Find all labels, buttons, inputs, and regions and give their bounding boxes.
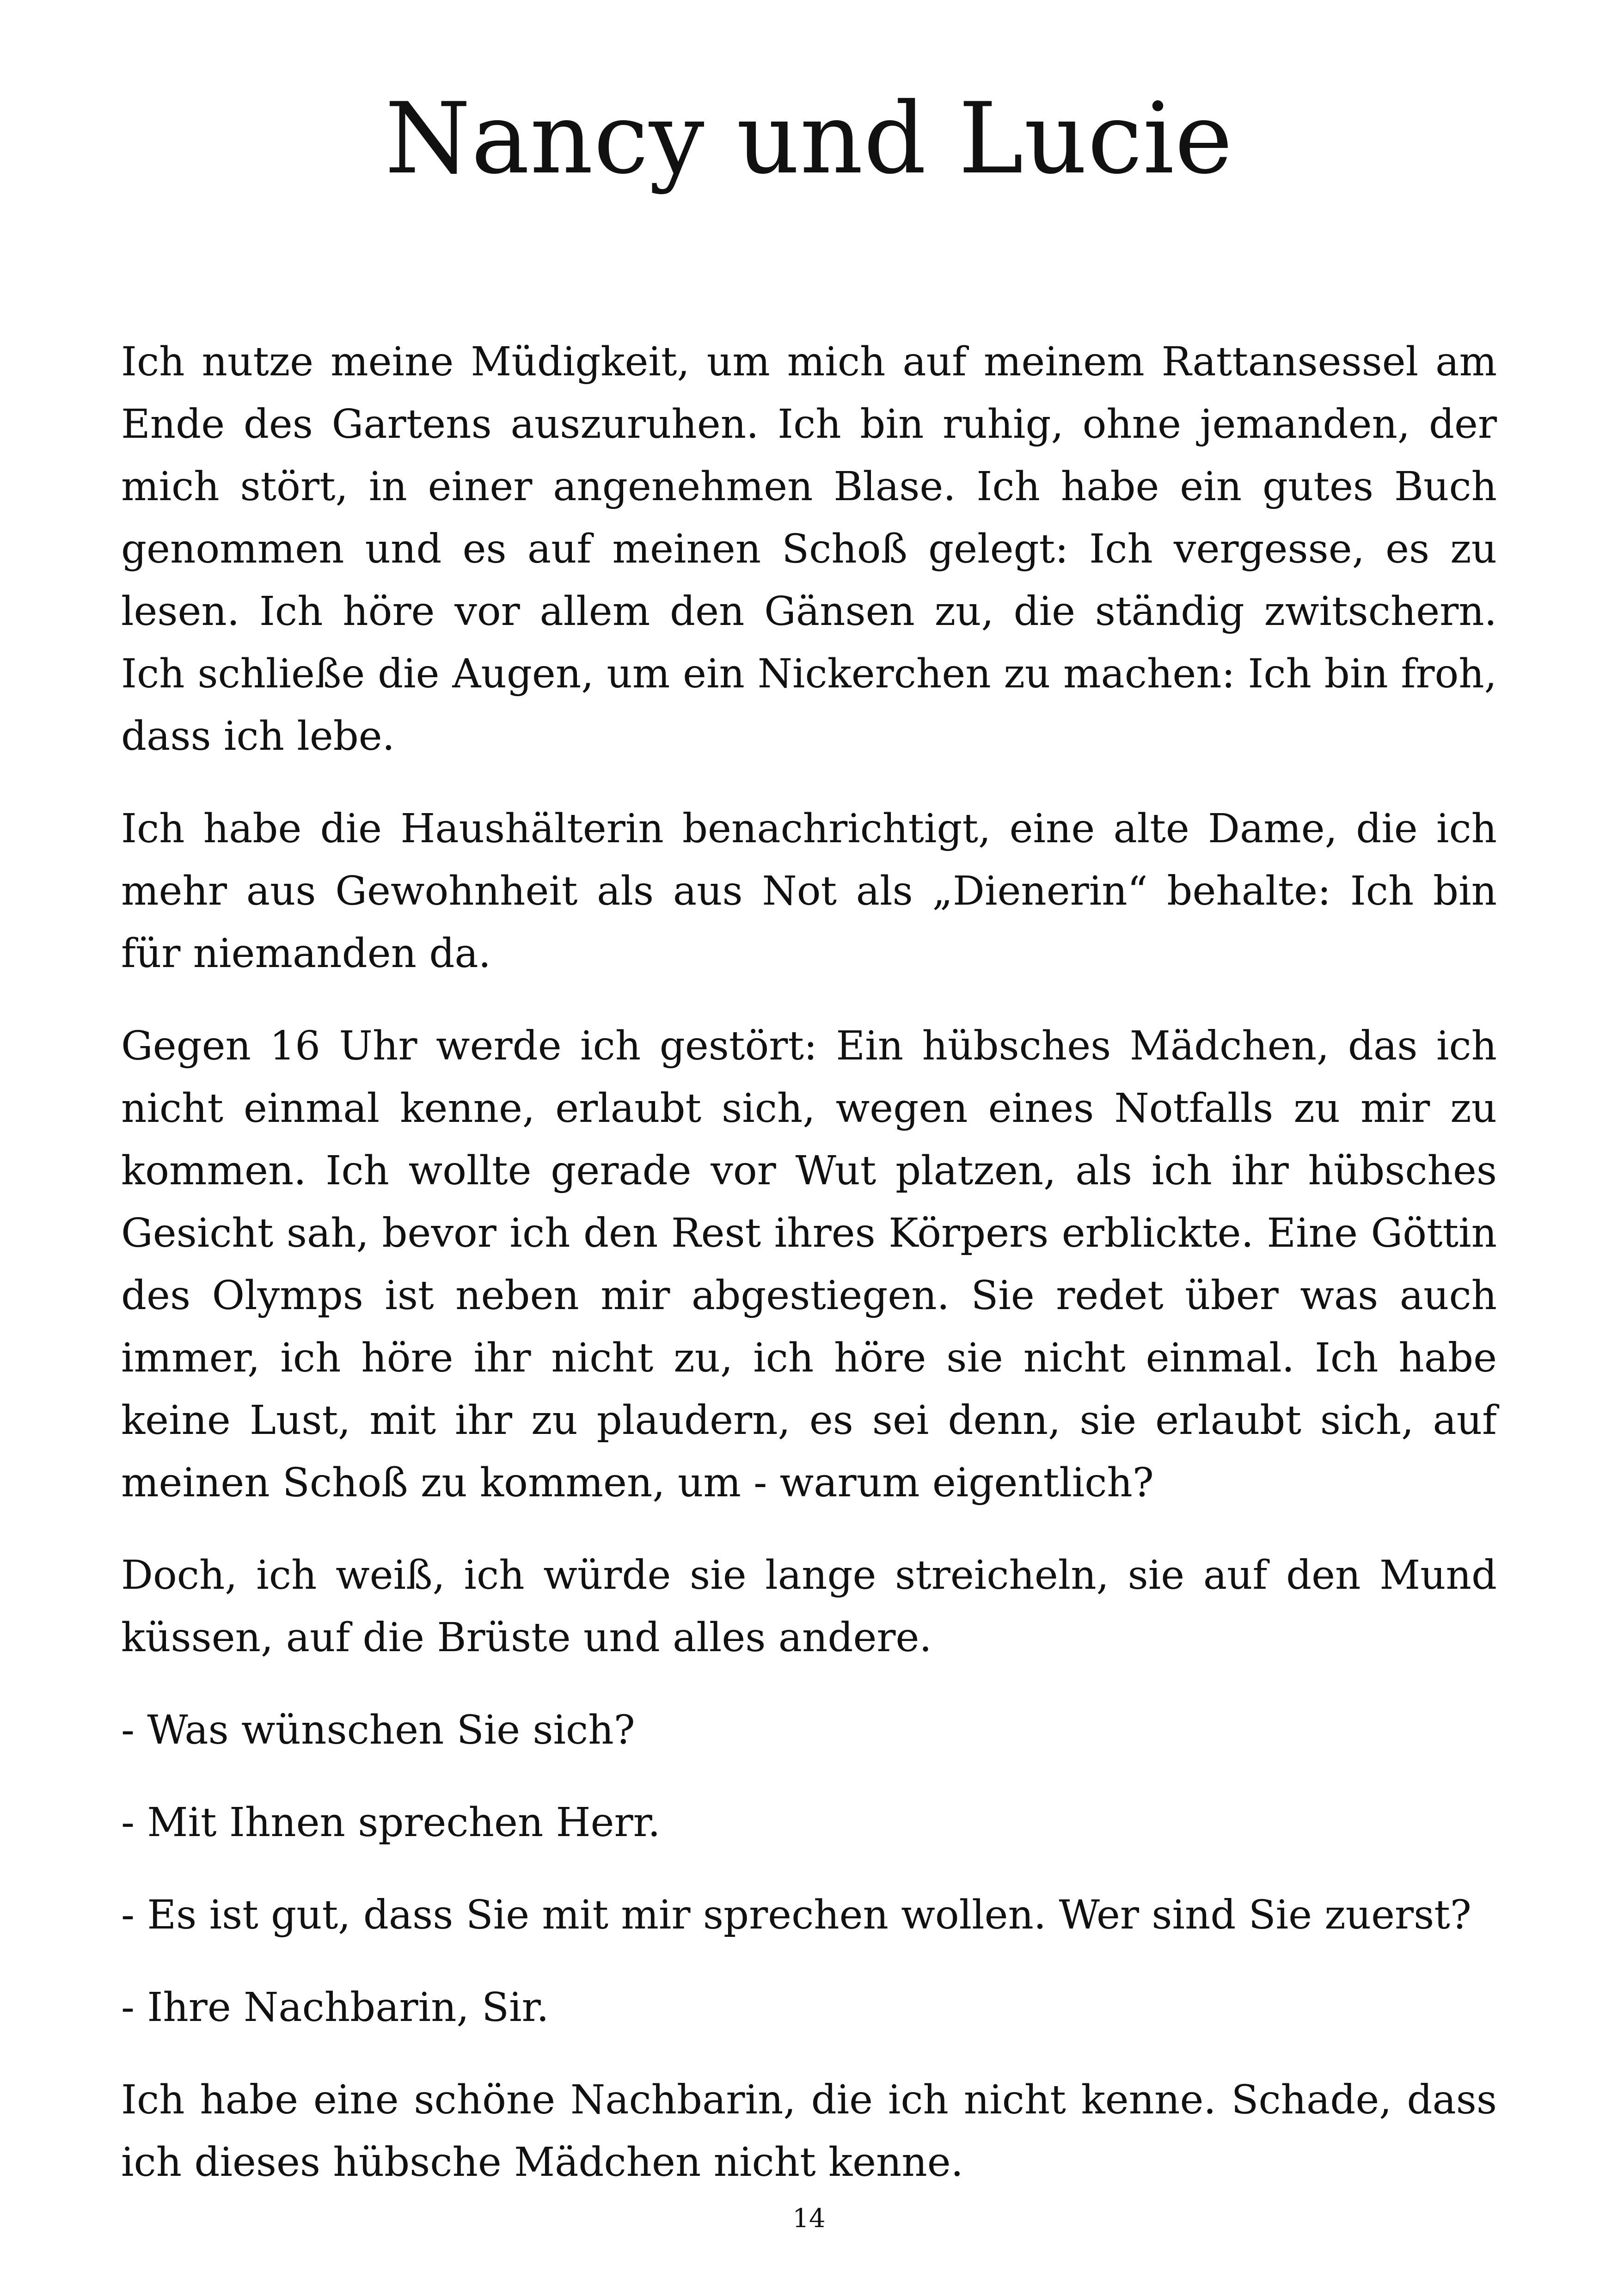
paragraph: Doch, ich weiß, ich würde sie lange streicheln, sie auf den Mund küssen, auf die Brüste und alles andere. — [121, 1552, 1497, 1661]
dialogue-line: - Mit Ihnen sprechen Herr. — [121, 1800, 661, 1846]
paragraph: Ich habe eine schöne Nachbarin, die ich nicht kenne. Schade, dass ich dieses hübsche Mädchen nicht kenne. — [121, 2077, 1497, 2186]
chapter-body — [121, 331, 1497, 2224]
dialogue-line: - Was wünschen Sie sich? — [121, 1707, 635, 1753]
paragraph: Ich nutze meine Müdigkeit, um mich auf meinem Rattansessel am Ende des Gartens auszuruhen. Ich bin ruhig, ohne jemanden, der mich stört, in einer angenehmen Blase. Ich habe ein gutes Buch genommen und es auf meinen Schoß gelegt: Ich vergesse, es zu lesen. Ich höre vor allem den Gänsen zu, die ständig zwitschern. Ich schließe die Augen, um ein Nickerchen zu machen: Ich bin froh, dass ich lebe. — [121, 339, 1497, 759]
chapter-title: Nancy und Lucie — [385, 81, 1233, 196]
paragraph: Gegen 16 Uhr werde ich gestört: Ein hübsches Mädchen, das ich nicht einmal kenne, erlaubt sich, wegen eines Notfalls zu mir zu kommen. Ich wollte gerade vor Wut platzen, als ich ihr hübsches Gesicht sah, bevor ich den Rest ihres Körpers erblickte. Eine Göttin des Olymps ist neben mir abgestiegen. Sie redet über was auch immer, ich höre ihr nicht zu, ich höre sie nicht einmal. Ich habe keine Lust, mit ihr zu plaudern, es sei denn, sie erlaubt sich, auf meinen Schoß zu kommen, um - warum eigentlich? — [121, 1023, 1497, 1506]
dialogue-line: - Ihre Nachbarin, Sir. — [121, 1984, 549, 2031]
dialogue-line: - Es ist gut, dass Sie mit mir sprechen wollen. Wer sind Sie zuerst? — [121, 1892, 1471, 1938]
page-number: 14 — [792, 2204, 826, 2234]
paragraph: Ich habe die Haushälterin benachrichtigt, eine alte Dame, die ich mehr aus Gewohnheit als aus Not als „Dienerin“ behalte: Ich bin für niemanden da. — [121, 806, 1497, 977]
